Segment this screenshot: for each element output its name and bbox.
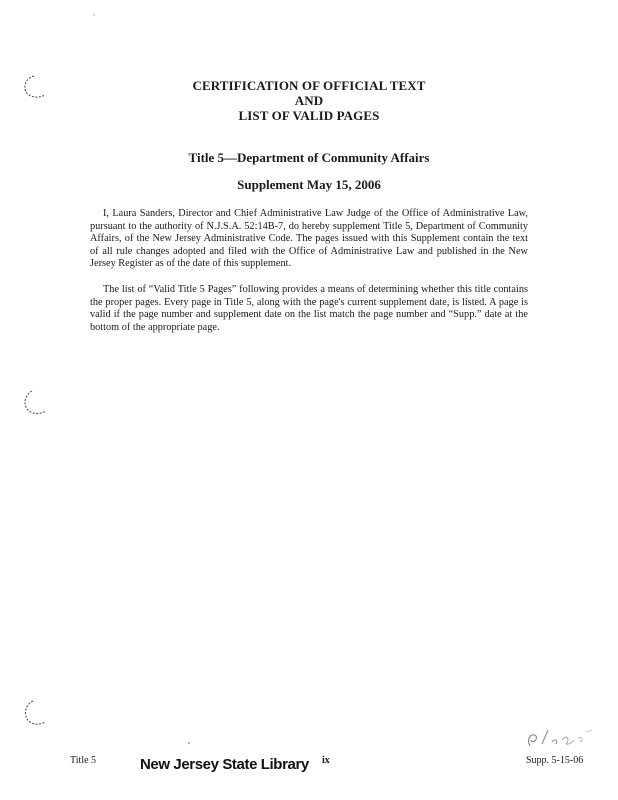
- title-line-3: LIST OF VALID PAGES: [238, 108, 380, 123]
- title-line-2: AND: [294, 93, 324, 108]
- certification-title: [0, 78, 618, 123]
- library-stamp: New Jersey State Library: [140, 756, 309, 773]
- certification-paragraph: I, Laura Sanders, Director and Chief Administrative Law Judge of the Office of Administrative Law, pursuant to the authority of N.J.S.A. 52:14B-7, do hereby supplement Title 5, Department of Community Affairs, of the New Jersey Administrative Code. The pages issued with this Supplement contain the text of all rule changes adopted and filed with the Office of Administrative Law and published in the New Jersey Register as of the date of this supplement.: [90, 208, 528, 270]
- title-line-1: CERTIFICATION OF OFFICIAL TEXT: [192, 78, 426, 93]
- footer-supplement-date: Supp. 5-15-06: [526, 755, 584, 766]
- footer-page-number: ix: [322, 755, 330, 766]
- punch-hole-mark-bottom: [18, 698, 52, 728]
- valid-pages-paragraph: The list of “Valid Title 5 Pages” following provides a means of determining whether this title contains the proper pages. Every page in Title 5, along with the page's current supplement date, is listed. A page is valid if the page number and supplement date on the list match the page number and “Supp.” date at the bottom of the appropriate page.: [90, 284, 528, 333]
- supplement-date-heading: Supplement May 15, 2006: [237, 177, 381, 192]
- scan-speck: [188, 742, 190, 744]
- title-subtitle: Title 5—Department of Community Affairs: [188, 150, 430, 165]
- footer-title: Title 5: [70, 755, 97, 766]
- punch-hole-mark-middle: [18, 388, 52, 418]
- scan-speck: [93, 14, 95, 16]
- handwritten-initials: [522, 718, 602, 754]
